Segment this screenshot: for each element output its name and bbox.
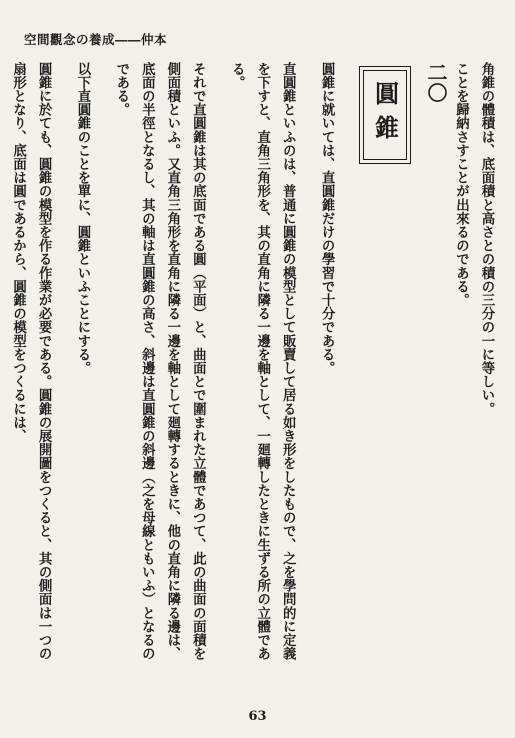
running-head: 空間觀念の養成――仲本 <box>24 32 168 47</box>
paragraph: 角錐の體積は、底面積と高さとの積の三分の一に等しい。 <box>479 62 495 416</box>
section-number: 二〇 <box>424 62 448 103</box>
page-number: 63 <box>248 709 267 724</box>
paragraph: ことを歸納さすことが出來るのである。 <box>453 62 470 307</box>
section-title-row <box>353 62 423 666</box>
section-title: 圓錐 <box>363 70 407 160</box>
vertical-text-body <box>9 62 499 666</box>
paragraph: それで直圓錐は其の底面である圓（平面）と、曲面とで圍まれた立體であつて、此の曲面の面積を側面積といふ。又直角三角形を直角に隣る一邊を軸として廻轉するときに、他の直角に隣る邊は、底面の半徑となるし、其の軸は直圓錐の高さ、斜邊は直圓錐の斜邊（之を母線ともいふ）となるのである。 <box>113 62 207 661</box>
paragraph: 圓錐に就いては、直圓錐だけの學習で十分である。 <box>319 62 336 375</box>
section-heading <box>423 62 449 666</box>
paragraph: 以下直圓錐のことを單に、圓錐といふことにする。 <box>74 62 91 375</box>
paragraph: 圓錐に於ても、圓錐の模型を作る作業が必要である。圓錐の展開圖をつくると、其の側面は一つの扇形となり、底面は圓であるから、圓錐の模型をつくるには、 <box>10 62 53 661</box>
paragraph: 直圓錐といふのは、普通に圓錐の模型として販賣して居る如き形をしたもので、之を學問的に定義を下すと、直角三角形を、其の直角に隣る一邊を軸として、一廻轉したときに生ずる所の立體である。 <box>229 62 297 661</box>
